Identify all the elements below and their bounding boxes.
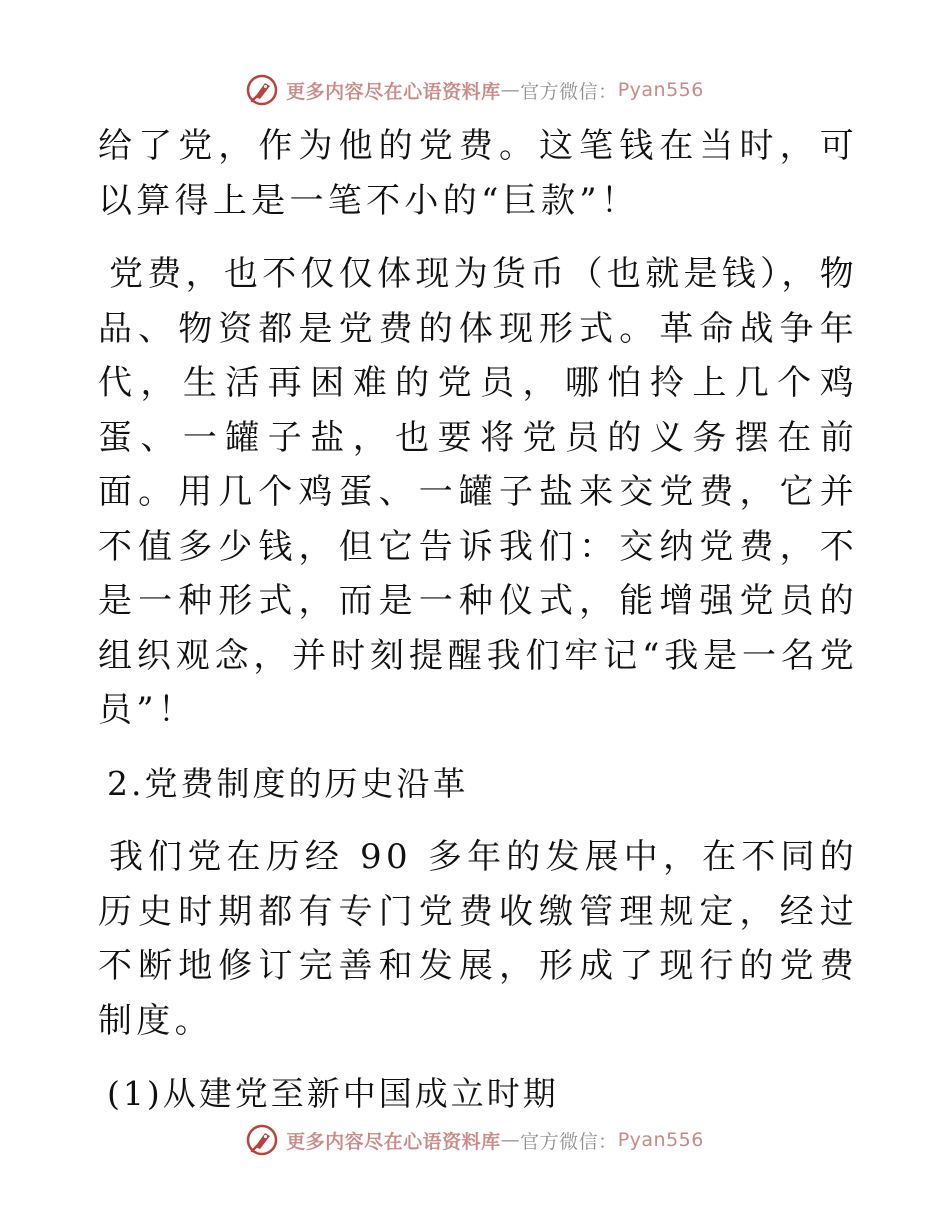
section-heading-history: 2.党费制度的历史沿革: [107, 763, 469, 803]
watermark-official-label: 官方微信：: [520, 1130, 618, 1153]
watermark-main-text: 更多内容尽在心语资料库: [286, 1130, 501, 1153]
subsection-heading-founding-period: (1)从建党至新中国成立时期: [107, 1074, 559, 1113]
pen-nib-logo-icon: [246, 1124, 278, 1156]
watermark-official-label: 官方微信：: [520, 80, 618, 103]
paragraph-continued: 给了党，作为他的党费。这笔钱在当时，可以算得上是一笔不小的“巨款”！: [98, 126, 858, 221]
paragraph-party-dues-forms: 党费，也不仅仅体现为货币（也就是钱），物品、物资都是党费的体现形式。革命战争年代，生活再困难的党员，哪怕拎上几个鸡蛋、一罐子盐，也要将党员的义务摆在前面。用几个鸡蛋、一罐子盐来交党费，它并不值多少钱，但它告诉我们：交纳党费，不是一种形式，而是一种仪式，能增强党员的组织观念，并时刻提醒我们牢记“我是一名党员”！: [98, 254, 858, 730]
footer-watermark: [0, 1120, 950, 1160]
document-body: [98, 119, 858, 1141]
watermark-wechat-id: Pyan556: [617, 1129, 704, 1151]
paragraph-history-intro: 我们党在历经 90 多年的发展中，在不同的历史时期都有专门党费收缴管理规定，经过不断地修订完善和发展，形成了现行的党费制度。: [98, 837, 858, 1041]
pen-nib-logo-icon: [246, 74, 278, 106]
header-watermark: [0, 70, 950, 110]
watermark-separator: —: [500, 79, 521, 101]
watermark-wechat-id: Pyan556: [617, 79, 704, 101]
watermark-separator: —: [500, 1129, 521, 1151]
watermark-main-text: 更多内容尽在心语资料库: [286, 80, 501, 103]
